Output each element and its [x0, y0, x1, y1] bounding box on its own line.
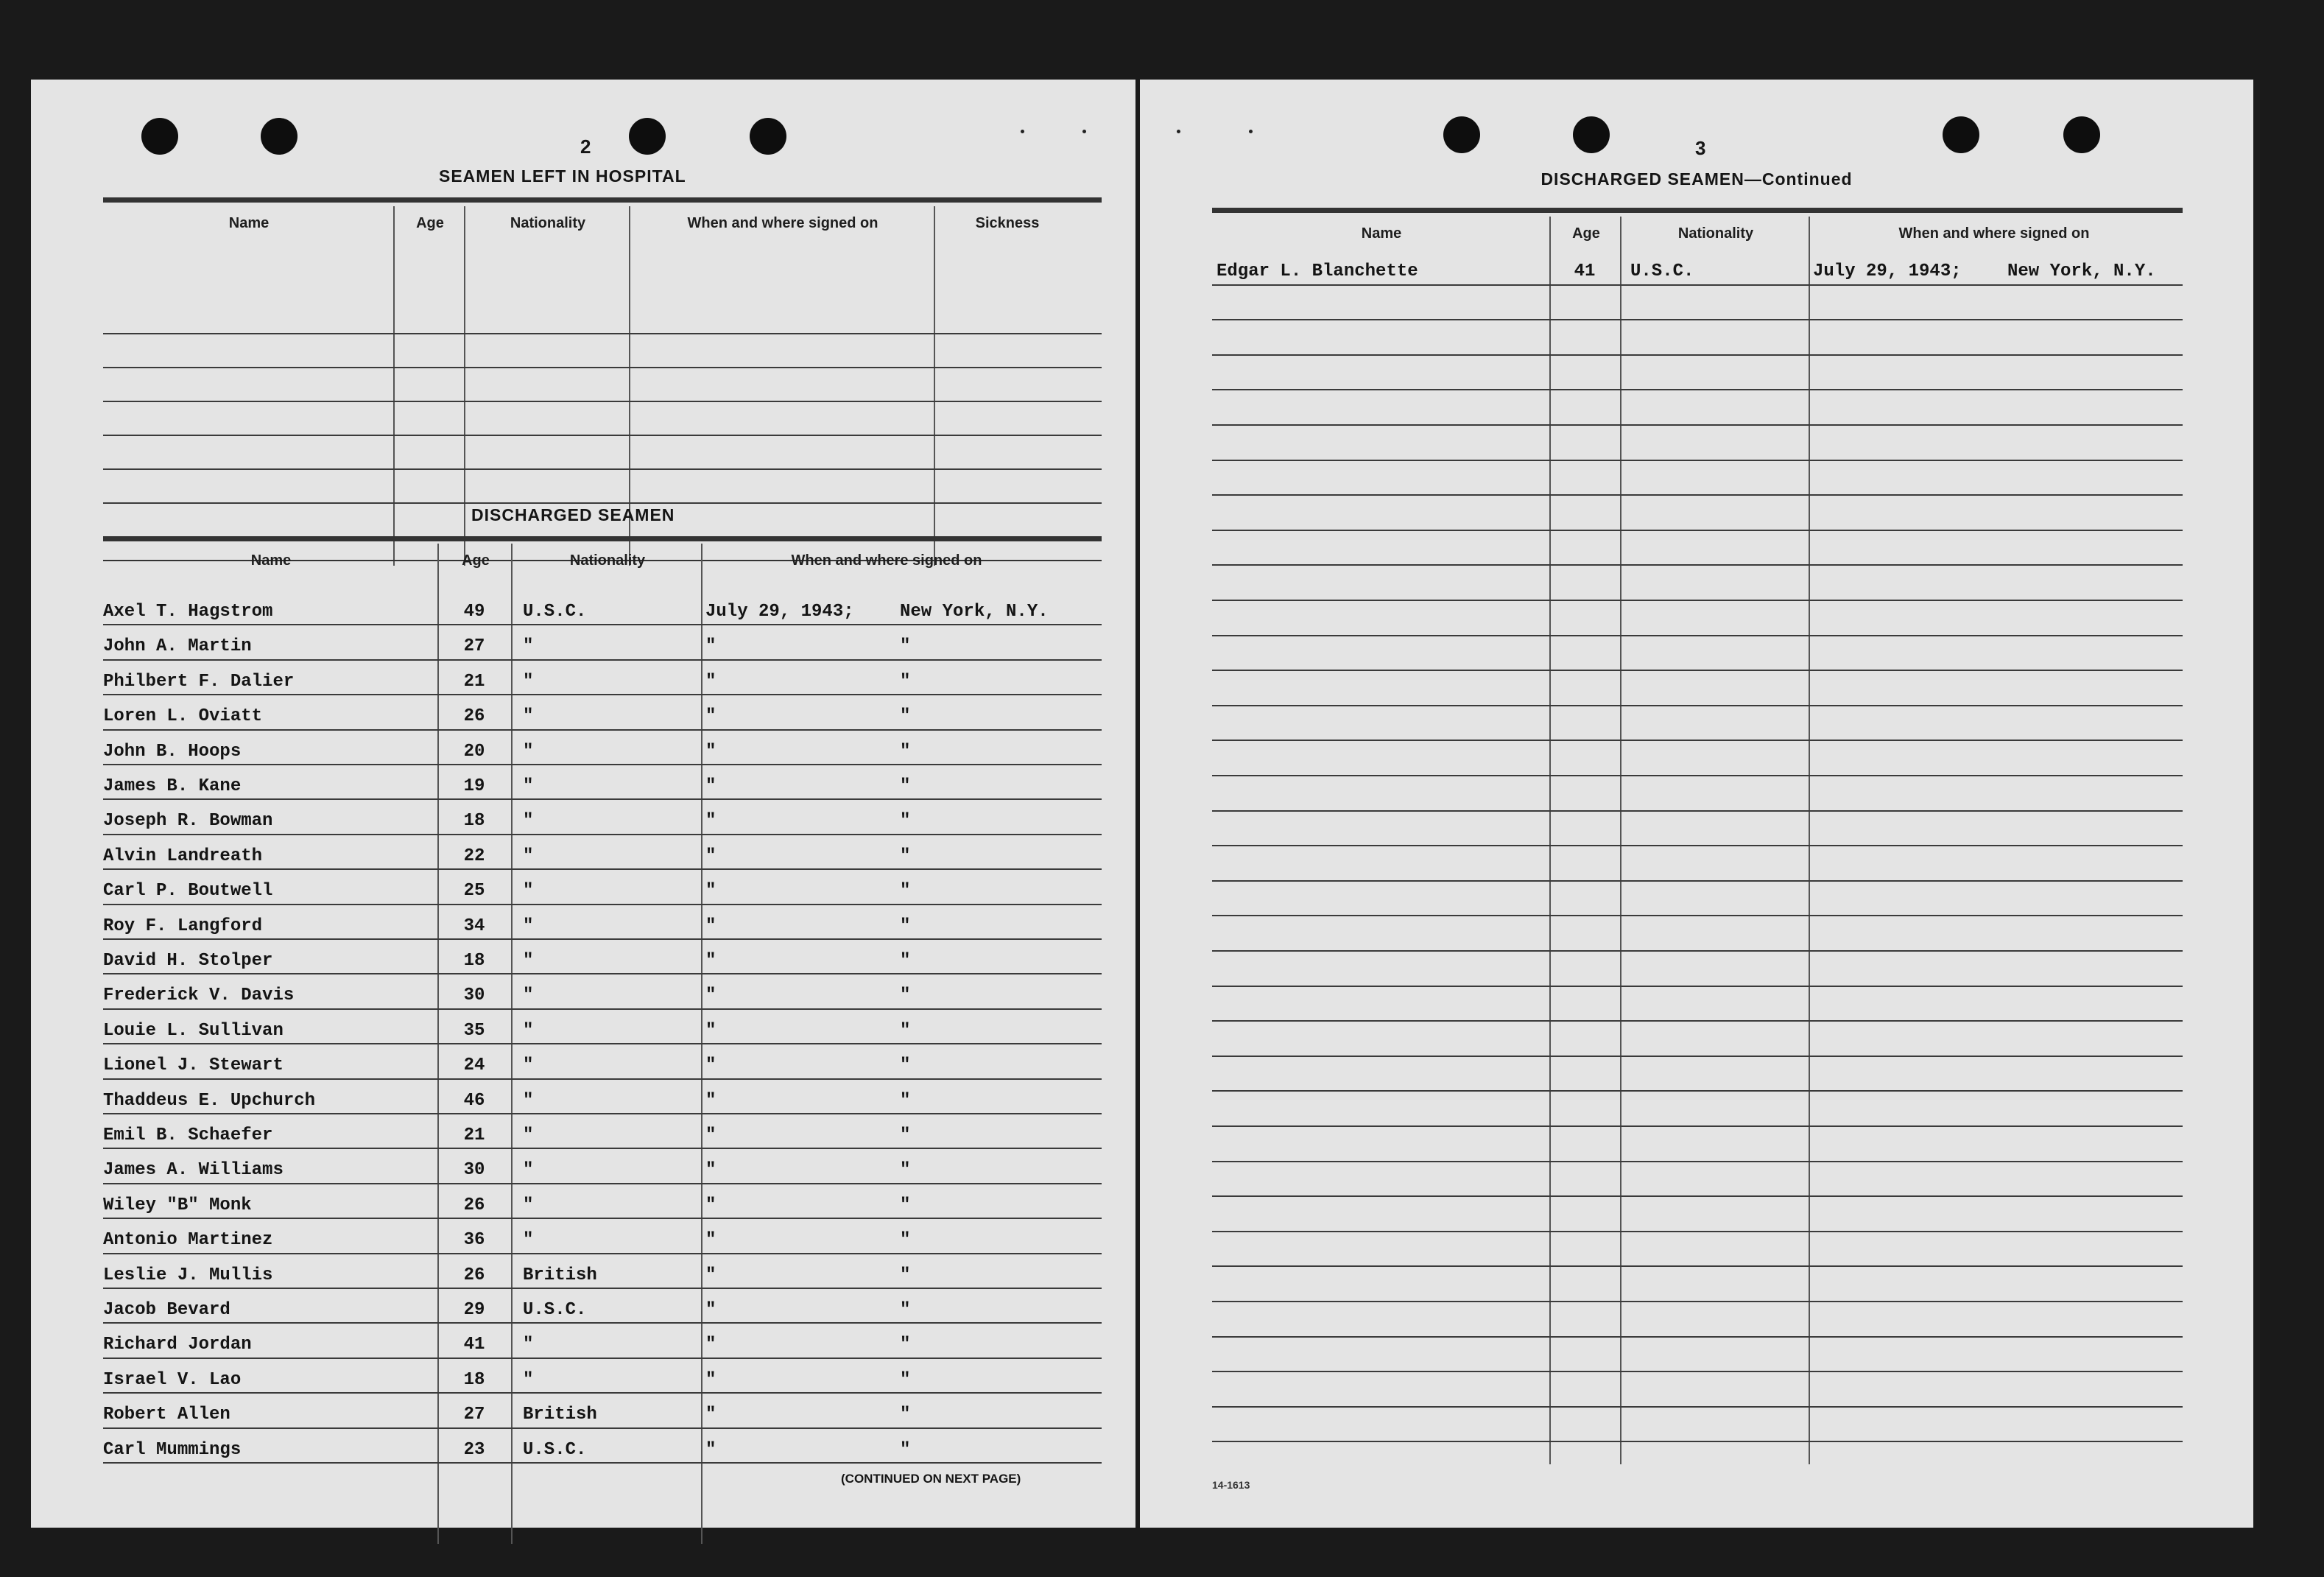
continued-section-title: DISCHARGED SEAMEN—Continued — [1540, 169, 1853, 189]
table-row — [103, 973, 1102, 1008]
binder-hole — [141, 118, 178, 155]
cell-age: 30 — [463, 986, 485, 1006]
row-line — [1212, 1090, 2183, 1092]
row-line — [1212, 880, 2183, 882]
punch-dot — [1021, 130, 1024, 133]
column-divider — [1549, 217, 1551, 1464]
discharged-ledger — [103, 544, 1102, 1544]
cell-date: " — [705, 916, 716, 936]
col-header-signed-on: When and where signed on — [791, 552, 982, 569]
table-row — [103, 1183, 1102, 1218]
cell-place: " — [900, 1405, 911, 1425]
cell-name: Loren L. Oviatt — [103, 706, 263, 727]
cell-nationality: " — [523, 951, 534, 971]
row-line — [1212, 1161, 2183, 1162]
row-line — [103, 333, 1102, 334]
cell-name: James B. Kane — [103, 776, 242, 796]
cell-age: 27 — [463, 1405, 485, 1425]
cell-nationality: " — [523, 671, 534, 692]
cell-date: " — [705, 671, 716, 692]
cell-place: " — [900, 706, 911, 727]
cell-age: 24 — [463, 1056, 485, 1076]
table-row — [103, 589, 1102, 625]
row-line — [1212, 740, 2183, 741]
cell-nationality: " — [523, 1090, 534, 1111]
cell-date: " — [705, 1056, 716, 1076]
row-line — [103, 502, 1102, 504]
cell-date: " — [705, 1090, 716, 1111]
right-page — [1140, 80, 2253, 1528]
cell-name: David H. Stolper — [103, 951, 273, 971]
col-header-age: Age — [462, 552, 490, 569]
row-line — [1212, 1406, 2183, 1408]
row-line — [1212, 424, 2183, 426]
table-row — [103, 938, 1102, 974]
table-row — [1212, 249, 2183, 284]
cell-nationality: " — [523, 986, 534, 1006]
cell-age: 19 — [463, 776, 485, 796]
cell-nationality: " — [523, 706, 534, 727]
discharged-section-title: DISCHARGED SEAMEN — [471, 505, 675, 524]
table-row — [103, 694, 1102, 729]
table-row — [103, 729, 1102, 765]
cell-place: " — [900, 881, 911, 902]
row-line — [1212, 319, 2183, 320]
table-row — [103, 624, 1102, 659]
cell-date: " — [705, 1439, 716, 1460]
cell-place: " — [900, 1335, 911, 1355]
table-row — [103, 1113, 1102, 1148]
cell-name: John B. Hoops — [103, 741, 242, 762]
row-line — [1212, 810, 2183, 812]
cell-nationality: British — [523, 1265, 597, 1285]
column-divider — [1620, 217, 1621, 1464]
cell-place: " — [900, 916, 911, 936]
form-number: 14-1613 — [1212, 1479, 1250, 1491]
row-line — [103, 401, 1102, 402]
cell-nationality: " — [523, 846, 534, 866]
cell-nationality: " — [523, 916, 534, 936]
table-row — [103, 1288, 1102, 1323]
continued-ledger — [1212, 217, 2183, 1464]
cell-nationality: " — [523, 741, 534, 762]
cell-age: 36 — [463, 1230, 485, 1251]
row-line — [1212, 1056, 2183, 1057]
left-page — [31, 80, 1135, 1528]
cell-date: " — [705, 1195, 716, 1215]
cell-date: " — [705, 1369, 716, 1390]
cell-place: " — [900, 1160, 911, 1181]
cell-nationality: British — [523, 1405, 597, 1425]
cell-age: 26 — [463, 1265, 485, 1285]
col-header-nationality: Nationality — [1677, 225, 1754, 242]
cell-age: 35 — [463, 1020, 485, 1041]
cell-date: " — [705, 1300, 716, 1320]
header-rule — [103, 536, 1102, 541]
binder-hole — [1573, 116, 1610, 153]
col-header-name: Name — [250, 552, 292, 569]
row-line — [1212, 494, 2183, 496]
cell-nationality: " — [523, 1056, 534, 1076]
cell-place: " — [900, 1300, 911, 1320]
row-line — [103, 468, 1102, 470]
cell-name: Antonio Martinez — [103, 1230, 273, 1251]
row-line — [1212, 1020, 2183, 1022]
col-header-sickness: Sickness — [975, 215, 1040, 231]
binder-hole — [750, 118, 786, 155]
cell-place: New York, N.Y. — [2007, 261, 2156, 281]
cell-name: Frederick V. Davis — [103, 986, 295, 1006]
cell-name: Jacob Bevard — [103, 1300, 230, 1320]
row-line — [1212, 670, 2183, 671]
col-header-nationality: Nationality — [569, 552, 646, 569]
column-divider — [1809, 217, 1810, 1464]
punch-dot — [1082, 130, 1086, 133]
page-number: 3 — [1695, 137, 1706, 159]
table-row — [103, 1148, 1102, 1183]
cell-name: Robert Allen — [103, 1405, 230, 1425]
cell-nationality: U.S.C. — [523, 1439, 587, 1460]
cell-nationality: " — [523, 776, 534, 796]
cell-nationality: " — [523, 811, 534, 832]
punch-dot — [1177, 130, 1180, 133]
cell-name: Carl P. Boutwell — [103, 881, 273, 902]
table-row — [103, 1392, 1102, 1427]
cell-date: " — [705, 1160, 716, 1181]
cell-nationality: U.S.C. — [1630, 261, 1694, 281]
cell-name: Leslie J. Mullis — [103, 1265, 273, 1285]
hospital-section-title: SEAMEN LEFT IN HOSPITAL — [439, 166, 686, 186]
table-row — [103, 798, 1102, 834]
continued-note: (CONTINUED ON NEXT PAGE) — [841, 1472, 1021, 1486]
table-row — [103, 834, 1102, 869]
row-line — [1212, 705, 2183, 706]
row-line — [1212, 1265, 2183, 1267]
row-line — [1212, 986, 2183, 987]
cell-place: New York, N.Y. — [900, 602, 1049, 622]
cell-name: Joseph R. Bowman — [103, 811, 273, 832]
cell-name: Richard Jordan — [103, 1335, 252, 1355]
cell-age: 25 — [463, 881, 485, 902]
column-divider — [934, 206, 935, 566]
cell-date: " — [705, 636, 716, 657]
col-header-signed-on: When and where signed on — [1898, 225, 2090, 242]
row-line — [1212, 354, 2183, 356]
cell-age: 18 — [463, 811, 485, 832]
cell-nationality: U.S.C. — [523, 1300, 587, 1320]
binder-hole — [2063, 116, 2100, 153]
cell-name: Philbert F. Dalier — [103, 671, 295, 692]
cell-name: Wiley "B" Monk — [103, 1195, 252, 1215]
cell-name: Axel T. Hagstrom — [103, 602, 273, 622]
cell-age: 21 — [463, 671, 485, 692]
cell-nationality: " — [523, 881, 534, 902]
cell-age: 22 — [463, 846, 485, 866]
col-header-signed-on: When and where signed on — [687, 215, 878, 231]
binder-hole — [1443, 116, 1480, 153]
cell-nationality: " — [523, 636, 534, 657]
cell-date: " — [705, 846, 716, 866]
binder-hole — [629, 118, 666, 155]
row-line — [1212, 950, 2183, 952]
cell-date: " — [705, 741, 716, 762]
cell-place: " — [900, 1230, 911, 1251]
table-row — [103, 1008, 1102, 1044]
cell-nationality: " — [523, 1020, 534, 1041]
cell-place: " — [900, 1265, 911, 1285]
col-header-age: Age — [1572, 225, 1600, 242]
col-header-name: Name — [1361, 225, 1402, 242]
row-line — [1212, 389, 2183, 390]
row-line — [103, 367, 1102, 368]
row-line — [1212, 1231, 2183, 1232]
header-rule — [1212, 208, 2183, 213]
cell-name: Emil B. Schaefer — [103, 1125, 273, 1145]
row-line — [1212, 530, 2183, 531]
cell-age: 41 — [463, 1335, 485, 1355]
header-rule — [103, 197, 1102, 203]
cell-date: " — [705, 1265, 716, 1285]
row-line — [1212, 1301, 2183, 1302]
binder-hole — [261, 118, 297, 155]
cell-place: " — [900, 811, 911, 832]
cell-name: Alvin Landreath — [103, 846, 263, 866]
table-row — [103, 764, 1102, 799]
cell-name: Israel V. Lao — [103, 1369, 242, 1390]
cell-place: " — [900, 1056, 911, 1076]
page-number: 2 — [580, 136, 591, 158]
cell-nationality: " — [523, 1369, 534, 1390]
col-header-name: Name — [228, 215, 270, 231]
cell-place: " — [900, 951, 911, 971]
cell-nationality: " — [523, 1160, 534, 1181]
cell-date: July 29, 1943; — [705, 602, 854, 622]
cell-nationality: U.S.C. — [523, 602, 587, 622]
table-row — [103, 1322, 1102, 1358]
table-row — [103, 659, 1102, 695]
cell-place: " — [900, 1369, 911, 1390]
cell-age: 20 — [463, 741, 485, 762]
cell-place: " — [900, 1125, 911, 1145]
table-row — [103, 1043, 1102, 1078]
cell-nationality: " — [523, 1195, 534, 1215]
cell-place: " — [900, 1439, 911, 1460]
cell-name: Edgar L. Blanchette — [1216, 261, 1418, 281]
row-line — [1212, 1336, 2183, 1338]
cell-name: Roy F. Langford — [103, 916, 263, 936]
binder-hole — [1943, 116, 1979, 153]
row-line — [1212, 1125, 2183, 1127]
cell-age: 18 — [463, 1369, 485, 1390]
cell-name: Thaddeus E. Upchurch — [103, 1090, 316, 1111]
cell-age: 29 — [463, 1300, 485, 1320]
cell-age: 46 — [463, 1090, 485, 1111]
cell-date: " — [705, 811, 716, 832]
row-line — [1212, 845, 2183, 846]
cell-date: " — [705, 1125, 716, 1145]
cell-place: " — [900, 671, 911, 692]
cell-date: " — [705, 1405, 716, 1425]
cell-date: " — [705, 881, 716, 902]
cell-age: 49 — [463, 602, 485, 622]
cell-age: 18 — [463, 951, 485, 971]
cell-place: " — [900, 1195, 911, 1215]
cell-place: " — [900, 636, 911, 657]
cell-place: " — [900, 1020, 911, 1041]
cell-age: 26 — [463, 706, 485, 727]
cell-nationality: " — [523, 1125, 534, 1145]
table-row — [103, 1358, 1102, 1393]
cell-place: " — [900, 846, 911, 866]
cell-name: James A. Williams — [103, 1160, 284, 1181]
cell-age: 21 — [463, 1125, 485, 1145]
table-row — [103, 904, 1102, 939]
cell-age: 23 — [463, 1439, 485, 1460]
table-row — [103, 1253, 1102, 1288]
cell-age: 34 — [463, 916, 485, 936]
cell-date: " — [705, 951, 716, 971]
table-row — [103, 1427, 1102, 1463]
cell-date: July 29, 1943; — [1813, 261, 1962, 281]
row-line — [1212, 635, 2183, 636]
row-line — [1212, 564, 2183, 566]
table-row — [103, 1218, 1102, 1253]
row-line — [1212, 915, 2183, 916]
cell-age: 27 — [463, 636, 485, 657]
cell-date: " — [705, 1020, 716, 1041]
cell-name: Louie L. Sullivan — [103, 1020, 284, 1041]
cell-age: 41 — [1574, 261, 1596, 281]
row-line — [1212, 600, 2183, 601]
cell-place: " — [900, 776, 911, 796]
punch-dot — [1249, 130, 1253, 133]
row-line — [1212, 1371, 2183, 1372]
cell-date: " — [705, 1230, 716, 1251]
cell-date: " — [705, 986, 716, 1006]
cell-age: 30 — [463, 1160, 485, 1181]
table-row — [103, 1078, 1102, 1114]
cell-name: Carl Mummings — [103, 1439, 242, 1460]
cell-place: " — [900, 986, 911, 1006]
row-line — [1212, 1195, 2183, 1197]
col-header-age: Age — [416, 215, 444, 231]
table-row — [103, 868, 1102, 904]
cell-date: " — [705, 706, 716, 727]
row-line — [1212, 775, 2183, 776]
cell-nationality: " — [523, 1335, 534, 1355]
row-line — [103, 435, 1102, 436]
cell-age: 26 — [463, 1195, 485, 1215]
cell-place: " — [900, 1090, 911, 1111]
col-header-nationality: Nationality — [510, 215, 586, 231]
cell-date: " — [705, 1335, 716, 1355]
cell-name: Lionel J. Stewart — [103, 1056, 284, 1076]
row-line — [1212, 1441, 2183, 1442]
cell-nationality: " — [523, 1230, 534, 1251]
cell-name: John A. Martin — [103, 636, 252, 657]
cell-date: " — [705, 776, 716, 796]
row-line — [1212, 460, 2183, 461]
cell-place: " — [900, 741, 911, 762]
